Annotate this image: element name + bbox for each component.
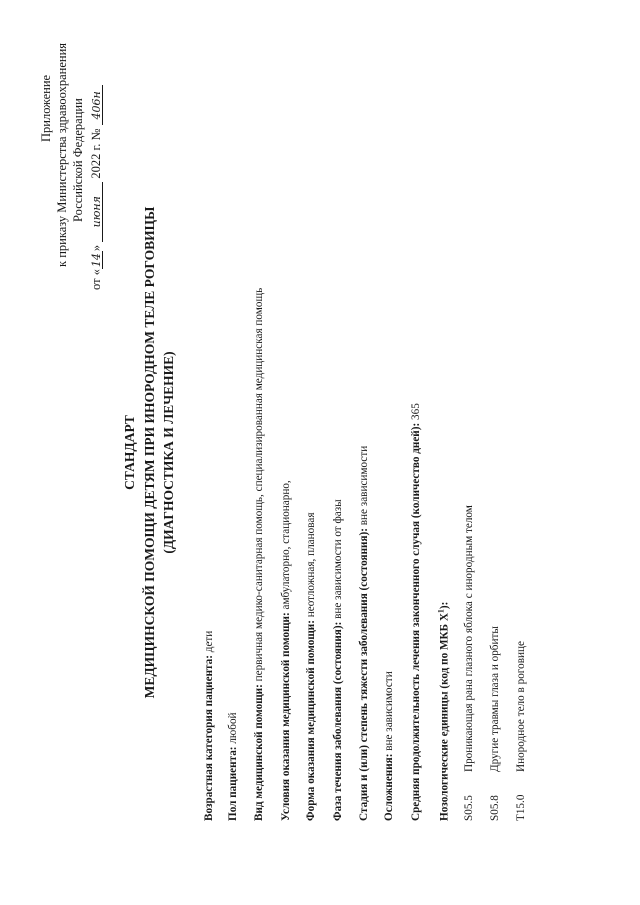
doc-subtitle-2: (ДИАГНОСТИКА И ЛЕЧЕНИЕ) <box>161 351 176 554</box>
date-day: 14 <box>90 253 103 268</box>
order-reference: к приказу Министерства здравоохранения <box>55 42 69 267</box>
nosology-name: Инородное тело в роговице <box>515 641 527 772</box>
doc-title: СТАНДАРТ <box>122 415 137 490</box>
item-nosology-header: Нозологические единицы (код по МКБ $X^1$): <box>436 601 451 821</box>
item-care-type: Вид медицинской помощи: первичная медико-санитарная помощь, специализированная медицинская помощь <box>253 287 265 821</box>
nosology-code: S05.5 <box>463 795 475 821</box>
date-year: 2022 г. № <box>89 128 103 179</box>
item-severity-stage: Стадия и (или) степень тяжести заболевания (состояния): вне зависимости <box>358 445 370 821</box>
nosology-code: S05.8 <box>489 795 501 821</box>
nosology-name: Другие травмы глаза и орбиты <box>489 626 501 772</box>
date-prefix: от « <box>89 269 103 290</box>
order-date-line <box>90 85 103 290</box>
ministry-country: Российской Федерации <box>71 98 85 222</box>
nosology-code: T15.0 <box>515 794 527 821</box>
item-treatment-duration: Средняя продолжительность лечения законченного случая (количество дней): 365 <box>410 403 422 821</box>
item-patient-sex: Пол пациента: любой <box>227 712 239 821</box>
item-complications: Осложнения: вне зависимости <box>383 671 395 821</box>
item-age-category: Возрастная категория пациента: дети <box>203 630 215 821</box>
item-care-form: Форма оказания медицинской помощи: неотложная, плановая <box>305 512 317 821</box>
appendix-label: Приложение <box>39 74 53 142</box>
date-mid: » <box>89 244 103 252</box>
footnote-marker: 1 <box>436 609 445 614</box>
date-month: июня <box>91 182 103 242</box>
item-disease-phase: Фаза течения заболевания (состояния): вне зависимости от фазы <box>332 499 344 821</box>
item-care-conditions: Условия оказания медицинской помощи: амбулаторно, стационарно, <box>280 480 292 821</box>
order-number: 406н <box>91 85 103 125</box>
doc-subtitle: МЕДИЦИНСКОЙ ПОМОЩИ ДЕТЯМ ПРИ ИНОРОДНОМ ТЕЛЕ РОГОВИЦЫ <box>142 206 157 699</box>
nosology-name: Проникающая рана глазного яблока с инородным телом <box>463 505 475 772</box>
